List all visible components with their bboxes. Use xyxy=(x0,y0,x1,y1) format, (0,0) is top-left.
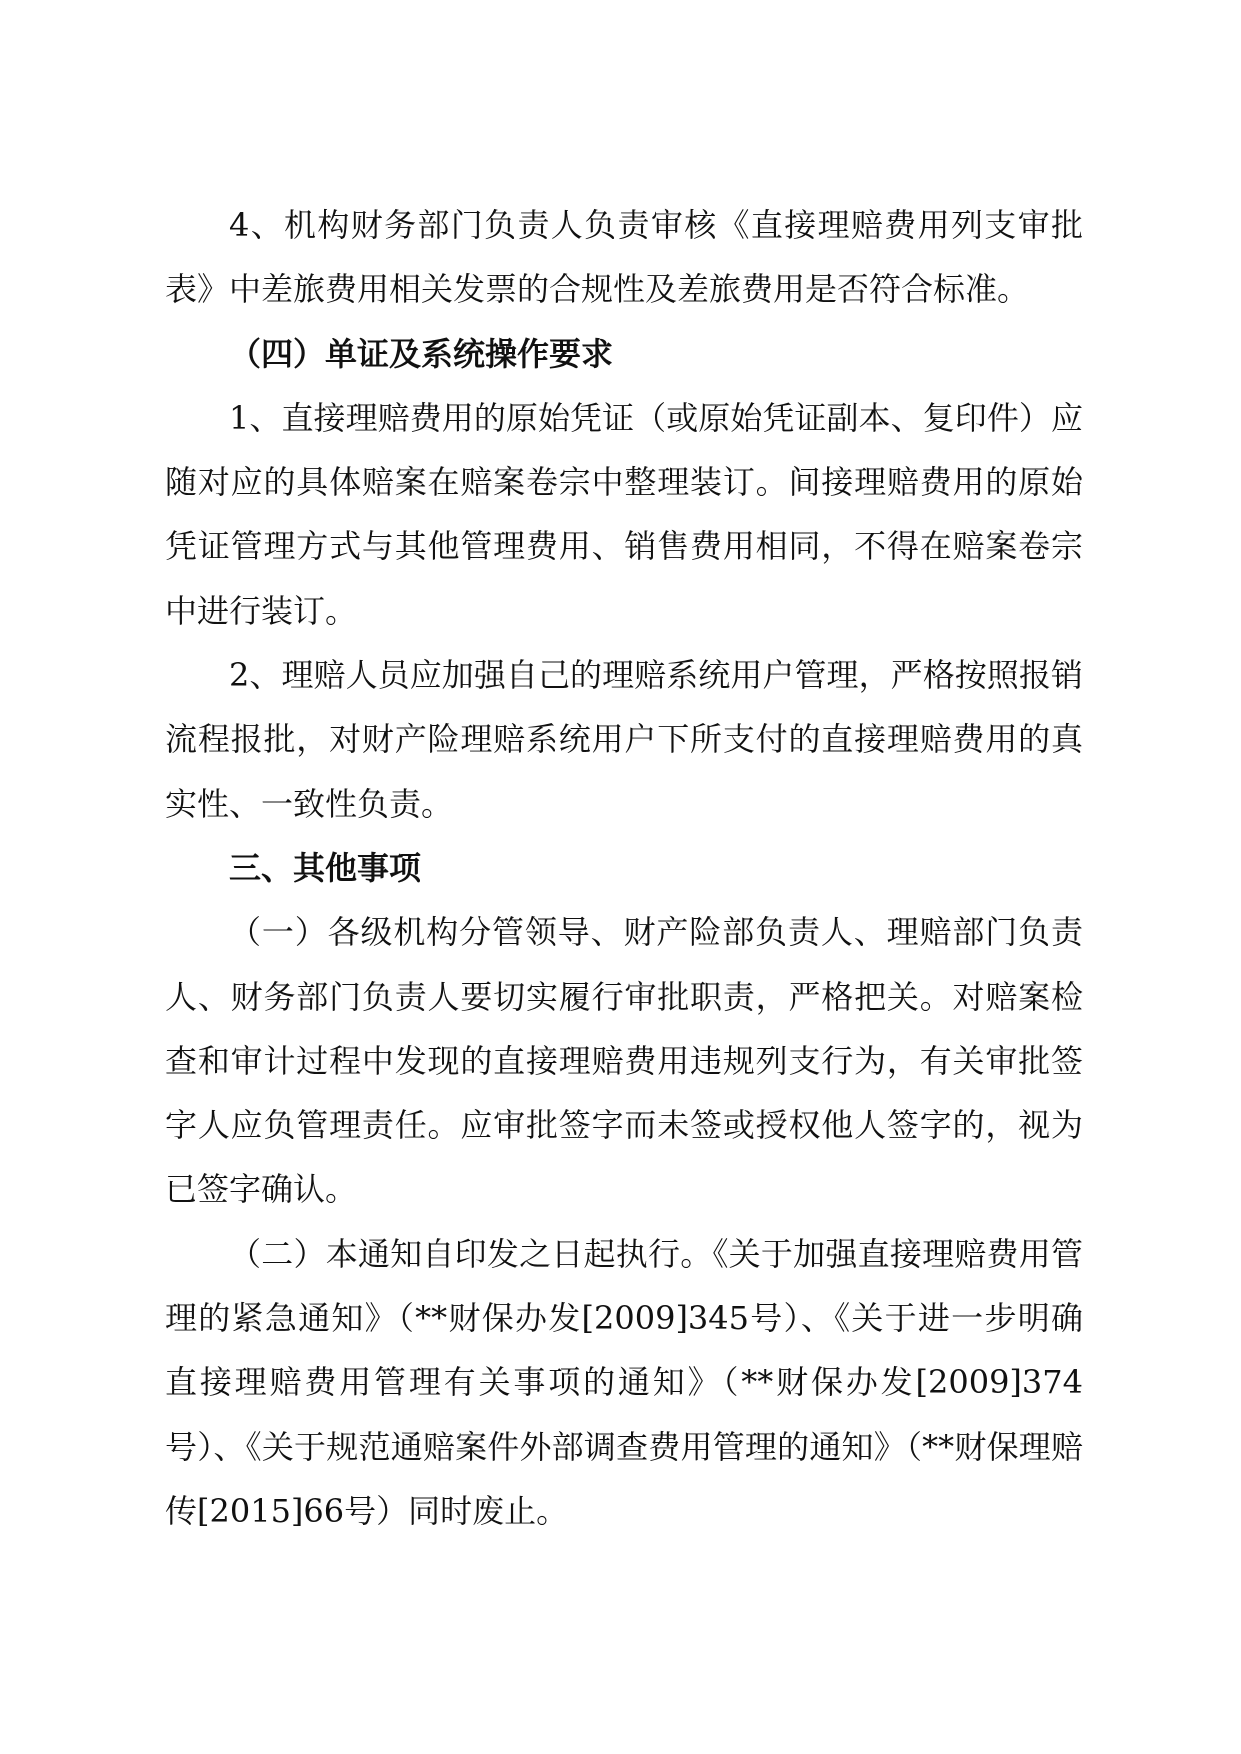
section-heading-other-matters: 三、其他事项 xyxy=(229,848,422,887)
paragraph-effective-date: （二）本通知自印发之日起执行。《关于加强直接理赔费用管理的紧急通知》（**财保办发[2009]345号）、《关于进一步明确直接理赔费用管理有关事项的通知》（**财保办发[2009]374号）、《关于规范通赔案件外部调查费用管理的通知》（**财保理赔传[2015]66号）同时废止。 xyxy=(165,1234,1083,1530)
paragraph-4-finance-review: 4、机构财务部门负责人负责审核《直接理赔费用列支审批表》中差旅费用相关发票的合规性及差旅费用是否符合标准。 xyxy=(165,206,1083,309)
section-heading-documents-system: （四）单证及系统操作要求 xyxy=(229,334,614,373)
document-body xyxy=(165,193,1083,1543)
paragraph-approval-responsibility: （一）各级机构分管领导、财产险部负责人、理赔部门负责人、财务部门负责人要切实履行审批职责，严格把关。对赔案检查和审计过程中发现的直接理赔费用违规列支行为，有关审批签字人应负管理责任。应审批签字而未签或授权他人签字的，视为已签字确认。 xyxy=(165,913,1083,1209)
paragraph-2-system-user-management: 2、理赔人员应加强自己的理赔系统用户管理，严格按照报销流程报批，对财产险理赔系统用户下所支付的直接理赔费用的真实性、一致性负责。 xyxy=(165,656,1083,823)
paragraph-1-original-vouchers: 1、直接理赔费用的原始凭证（或原始凭证副本、复印件）应随对应的具体赔案在赔案卷宗中整理装订。间接理赔费用的原始凭证管理方式与其他管理费用、销售费用相同，不得在赔案卷宗中进行装订。 xyxy=(165,398,1083,630)
